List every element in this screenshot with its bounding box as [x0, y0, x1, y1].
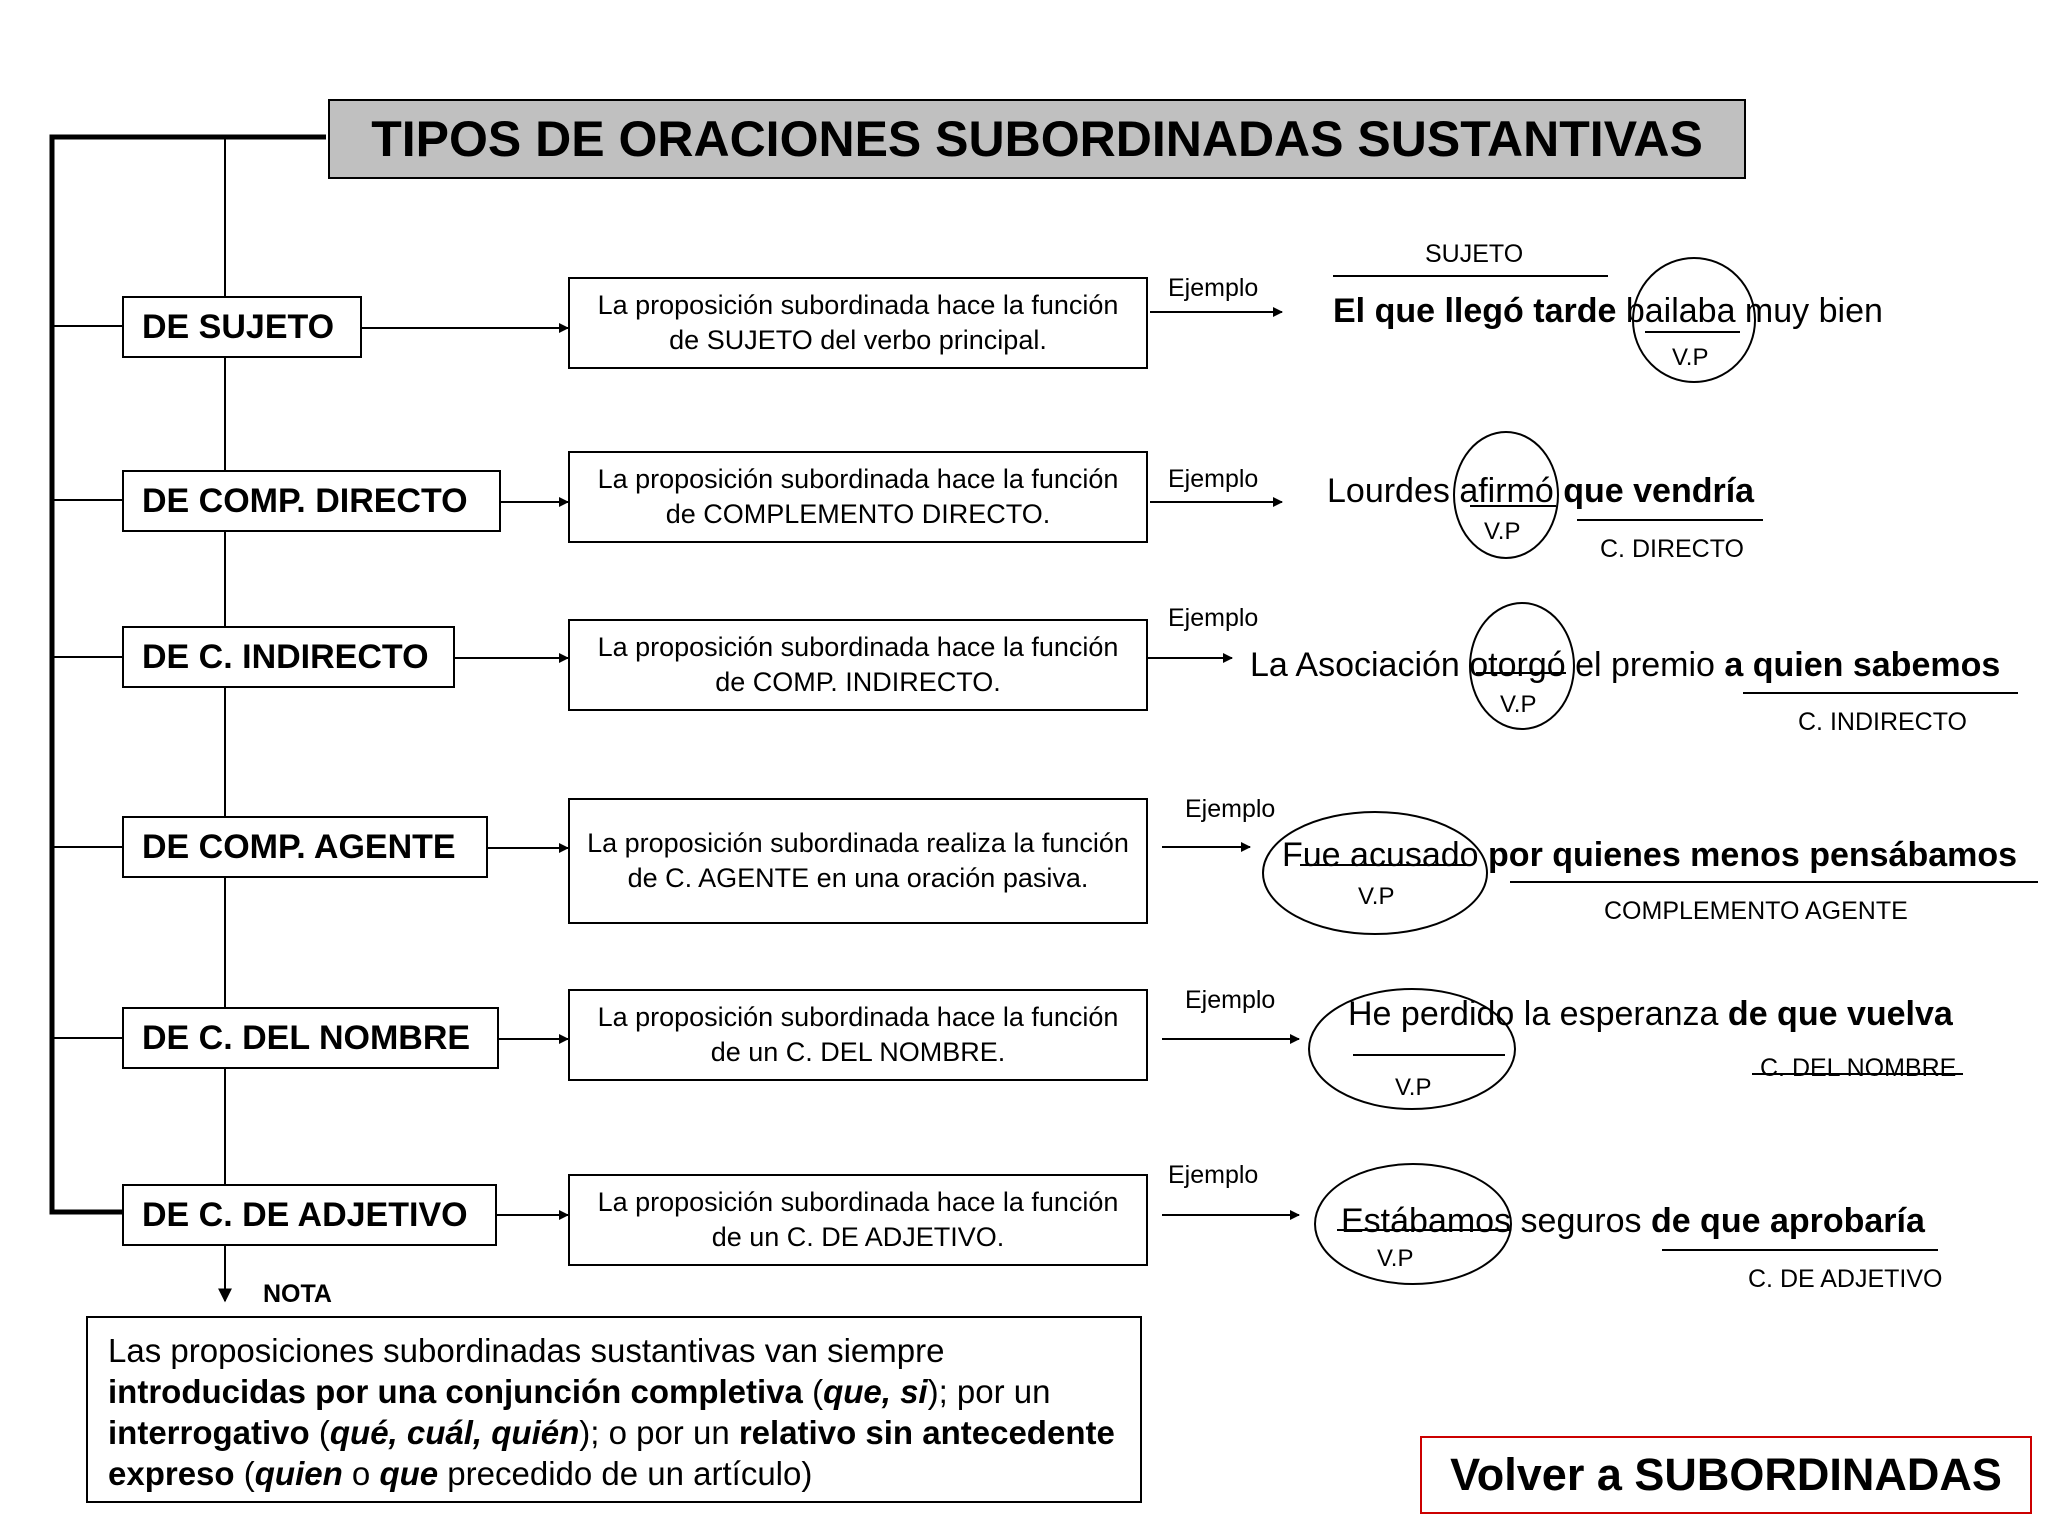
ejemplo-label: Ejemplo [1185, 795, 1276, 823]
category-de-sujeto: DE SUJETO [122, 296, 362, 358]
ejemplo-label: Ejemplo [1168, 274, 1259, 302]
description-sujeto: La proposición subordinada hace la función de SUJETO del verbo principal. [568, 277, 1148, 369]
nota-label: NOTA [263, 1280, 332, 1308]
example-sentence-c-indirecto: La Asociación otorgó el premio a quien sabemos [1250, 646, 2001, 684]
ejemplo-label: Ejemplo [1168, 604, 1259, 632]
ejemplo-label: Ejemplo [1185, 986, 1276, 1014]
description-c-de-adjetivo: La proposición subordinada hace la función de un C. DE ADJETIVO. [568, 1174, 1148, 1266]
function-label-c-del-nombre: C. DEL NOMBRE [1760, 1054, 1957, 1082]
category-de-c-de-adjetivo: DE C. DE ADJETIVO [122, 1184, 497, 1246]
ejemplo-label: Ejemplo [1168, 1161, 1259, 1189]
vp-label: V.P [1377, 1245, 1414, 1272]
description-comp-agente: La proposición subordinada realiza la función de C. AGENTE en una oración pasiva. [568, 798, 1148, 924]
page-title: TIPOS DE ORACIONES SUBORDINADAS SUSTANTIVAS [328, 99, 1746, 179]
vp-label: V.P [1358, 883, 1395, 910]
volver-a-subordinadas-button[interactable]: Volver a SUBORDINADAS [1420, 1436, 2032, 1514]
vp-label: V.P [1500, 691, 1537, 718]
nota-box: Las proposiciones subordinadas sustantivas van siempre introducidas por una conjunción completiva (que, si); por un interrogativo (qué, cuál, quién); o por un relativo sin antecedente expreso (quien o que precedido de un artículo) [86, 1316, 1142, 1503]
function-label-c-de-adjetivo: C. DE ADJETIVO [1748, 1265, 1943, 1293]
ejemplo-label: Ejemplo [1168, 465, 1259, 493]
example-sentence-comp-agente: Fue acusado por quienes menos pensábamos [1282, 836, 2018, 874]
vp-label: V.P [1484, 518, 1521, 545]
example-sentence-sujeto: El que llegó tarde bailaba muy bien [1333, 292, 1883, 330]
function-label-complemento-agente: COMPLEMENTO AGENTE [1604, 897, 1908, 925]
category-de-comp-directo: DE COMP. DIRECTO [122, 470, 501, 532]
function-label-c-directo: C. DIRECTO [1600, 535, 1744, 563]
category-de-comp-agente: DE COMP. AGENTE [122, 816, 488, 878]
description-comp-directo: La proposición subordinada hace la función de COMPLEMENTO DIRECTO. [568, 451, 1148, 543]
description-c-indirecto: La proposición subordinada hace la función de COMP. INDIRECTO. [568, 619, 1148, 711]
function-label-sujeto: SUJETO [1425, 240, 1524, 268]
description-c-del-nombre: La proposición subordinada hace la función de un C. DEL NOMBRE. [568, 989, 1148, 1081]
example-sentence-c-del-nombre: He perdido la esperanza de que vuelva [1348, 995, 1953, 1033]
example-sentence-comp-directo: Lourdes afirmó que vendría [1327, 472, 1755, 510]
vp-label: V.P [1672, 344, 1709, 371]
category-de-c-del-nombre: DE C. DEL NOMBRE [122, 1007, 499, 1069]
vp-label: V.P [1395, 1074, 1432, 1101]
function-label-c-indirecto: C. INDIRECTO [1798, 708, 1967, 736]
category-de-c-indirecto: DE C. INDIRECTO [122, 626, 455, 688]
example-sentence-c-de-adjetivo: Estábamos seguros de que aprobaría [1341, 1202, 1925, 1240]
